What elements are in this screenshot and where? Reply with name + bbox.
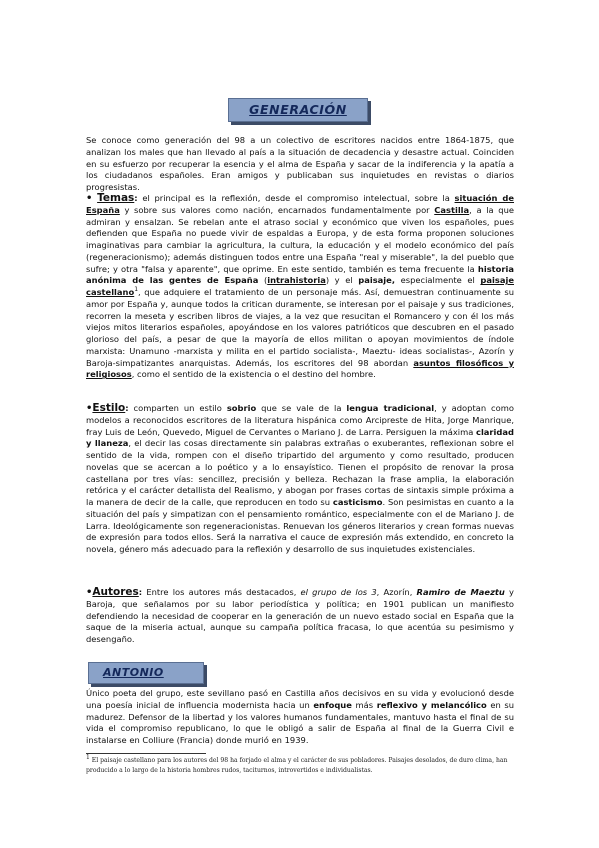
temas-bold: historia anónima de las gentes de España xyxy=(86,263,514,286)
antonio-text: más xyxy=(351,699,377,710)
temas-text: el principal es la reflexión, desde el compromiso intelectual, sobre la xyxy=(137,193,455,203)
bullet-icon: • xyxy=(86,403,93,414)
temas-label: Temas xyxy=(97,192,135,204)
footnote-reference[interactable]: 1 xyxy=(134,286,139,294)
temas-text: , como el sentido de la existencia o el destino del hombre. xyxy=(131,369,376,380)
title-banner xyxy=(228,98,368,122)
estilo-bold: claridad y llaneza xyxy=(86,426,514,449)
estilo-bold: lengua tradicional xyxy=(346,403,435,413)
temas-bold: intrahistoria xyxy=(267,275,326,286)
temas-bold: situación de España xyxy=(86,193,514,215)
temas-bold: paisaje, xyxy=(358,275,395,286)
temas-colon: : xyxy=(134,193,138,203)
estilo-text: comparten un estilo xyxy=(128,403,227,413)
bullet-icon: • xyxy=(86,587,93,598)
estilo-colon: : xyxy=(125,403,129,413)
footnote xyxy=(86,753,514,775)
temas-text: , que adquiere el tratamiento de un personaje más. Así, demuestran continuamente su amor por España y, aunque todos la critican duramente, se interesan por el paisaje y sus tradiciones, recorren la meseta y escriben libros de viajes, a la vez que resucitan el Romancero y con él los más viejos mitos literarios españoles, apoyándose en los valores patrióticos que descubren en el pasado glorioso del país, a pesar de que la mayoría de ellos militan o apoyan movimientos de índole marxista: Unamuno -marxista y milita en el partido socialista-, Maeztu- ideas socialistas-, Azorín y Baroja-simpatizantes anarquistas. Además, los escritores del 98 abordan xyxy=(86,287,514,368)
bullet-icon: • xyxy=(86,193,93,204)
temas-text: ) y el xyxy=(325,275,359,286)
estilo-text: , y adoptan como modelos a reconocidos escritores de la literatura hispánica como Arcipreste de Hita, Jorge Manrique, fray Luis de León, Quevedo, Miguel de Cervantes o Mariano J. de Larra. Persiguen la máxima xyxy=(86,403,514,437)
page-title: GENERACIÓN xyxy=(249,102,347,117)
antonio-text: Único poeta del grupo, este sevillano pasó en Castilla años decisivos en su vida y evolucionó desde una poesía inicial de influencia modernista hacia un xyxy=(86,688,514,710)
antonio-heading: ANTONIO xyxy=(103,666,164,679)
autores-italic: el grupo de los 3 xyxy=(300,587,377,597)
estilo-bold: casticismo xyxy=(332,497,383,507)
footnote-divider xyxy=(86,753,206,754)
temas-text: , a la que admiran y ensalzan. Se rebelan ante el atraso social y económico que viven los españoles, pues defienden que España no puede vivir de espaldas a Europa, y de esta forma proponen soluciones imaginativas para cambiar la agricultura, la cultura, la educación y el modelo económico del país (regeneracionismo); además distinguen todos entre una España "real y miserable", la del pueblo que sufre; y otra "falsa y aparente", que oprime. En este sentido, también es tema frecuente la xyxy=(86,204,514,274)
antonio-paragraph xyxy=(86,688,514,747)
temas-text: especialmente el xyxy=(395,275,481,286)
autores-text: Entre los autores más destacados, xyxy=(142,587,301,597)
temas-bold: Castilla xyxy=(434,204,470,215)
antonio-bold: enfoque xyxy=(313,699,352,710)
temas-bold: asuntos filosóficos y religiosos xyxy=(86,357,515,380)
autores-colon: : xyxy=(138,587,143,597)
temas-bold: paisaje castellano xyxy=(86,275,514,297)
estilo-bold: sobrio xyxy=(226,403,257,413)
estilo-paragraph xyxy=(86,403,514,556)
temas-text: y sobre sus valores como nación, encarnados fundamentalmente por xyxy=(119,204,435,215)
autores-bold-italic: Ramiro de Maeztu xyxy=(416,587,505,597)
footnote-text: El paisaje castellano para los autores del 98 ha forjado el alma y el carácter de sus pobladores. Paisajes desolados, de duro clima, han producido a lo largo de la historia hombres rudos, taciturnos, introvertidos e individualistas. xyxy=(86,757,508,774)
autores-paragraph xyxy=(86,587,514,646)
estilo-text: que se vale de la xyxy=(256,403,347,413)
footnote-number: 1 xyxy=(86,753,90,761)
temas-paragraph xyxy=(86,193,514,381)
estilo-label: Estilo xyxy=(92,402,126,414)
estilo-text: . Son pesimistas en cuanto a la situación del país y simpatizan con el pensamiento romántico, especialmente con el de Mariano J. de Larra. Ideológicamente son regeneracionistas. Renuevan los géneros literarios y crean formas nuevas de expresión para todos ellos. Será la narrativa el cauce de expresión más extendido, en concreto la novela, género más adecuado para la reflexión y desarrollo de sus inquietudes existenciales. xyxy=(86,497,514,554)
intro-paragraph: Se conoce como generación del 98 a un colectivo de escritores nacidos entre 1864-1875, que analizan los males que han llevado al país a la situación de decadencia y desastre actual. Coinciden en su esfuerzo por recuperar la esencia y el alma de España y sacar de la indiferencia y la apatía a los ciudadanos españoles. Eran amigos y publicaban sus inquietudes en revistas o diarios progresistas. xyxy=(86,135,514,192)
autores-label: Autores xyxy=(92,586,139,598)
antonio-banner xyxy=(88,662,204,684)
antonio-bold: reflexivo y melancólico xyxy=(376,699,487,710)
autores-text: y Baroja, que señalamos por su labor periodística y política; en 1901 publican un manifiesto defendiendo la necesidad de cooperar en la generación de un nuevo estado social en España que la saque de la miseria actual, aunque su campaña política fracasa, lo que acentúa su pesimismo y desengaño. xyxy=(86,587,514,644)
estilo-text: , el decir las cosas directamente sin palabras extrañas o exuberantes, reflexionan sobre el sentido de la vida, rompen con el diseño tripartido del argumento y como resultado, producen novelas que se acercan a lo poético y a lo ensayístico. Tienen el propósito de renovar la prosa castellana por tres vías: sencillez, precisión y belleza. Rechazan la frase amplia, la elaboración retórica y el carácter detallista del Realismo, y abogan por frases cortas de sintaxis simple próxima a la manera de decir de la calle, que reproducen en todo su xyxy=(86,438,514,507)
antonio-text: en su madurez. Defensor de la libertad y los valores humanos fundamentales, mantuvo hasta el final de su vida el compromiso republicano, lo que le obligó a salir de España al final de la Guerra Civil e instalarse en Colliure (Francia) donde murió en 1939. xyxy=(86,699,515,745)
temas-text: ( xyxy=(258,275,268,286)
autores-text: , Azorín, xyxy=(376,587,417,597)
